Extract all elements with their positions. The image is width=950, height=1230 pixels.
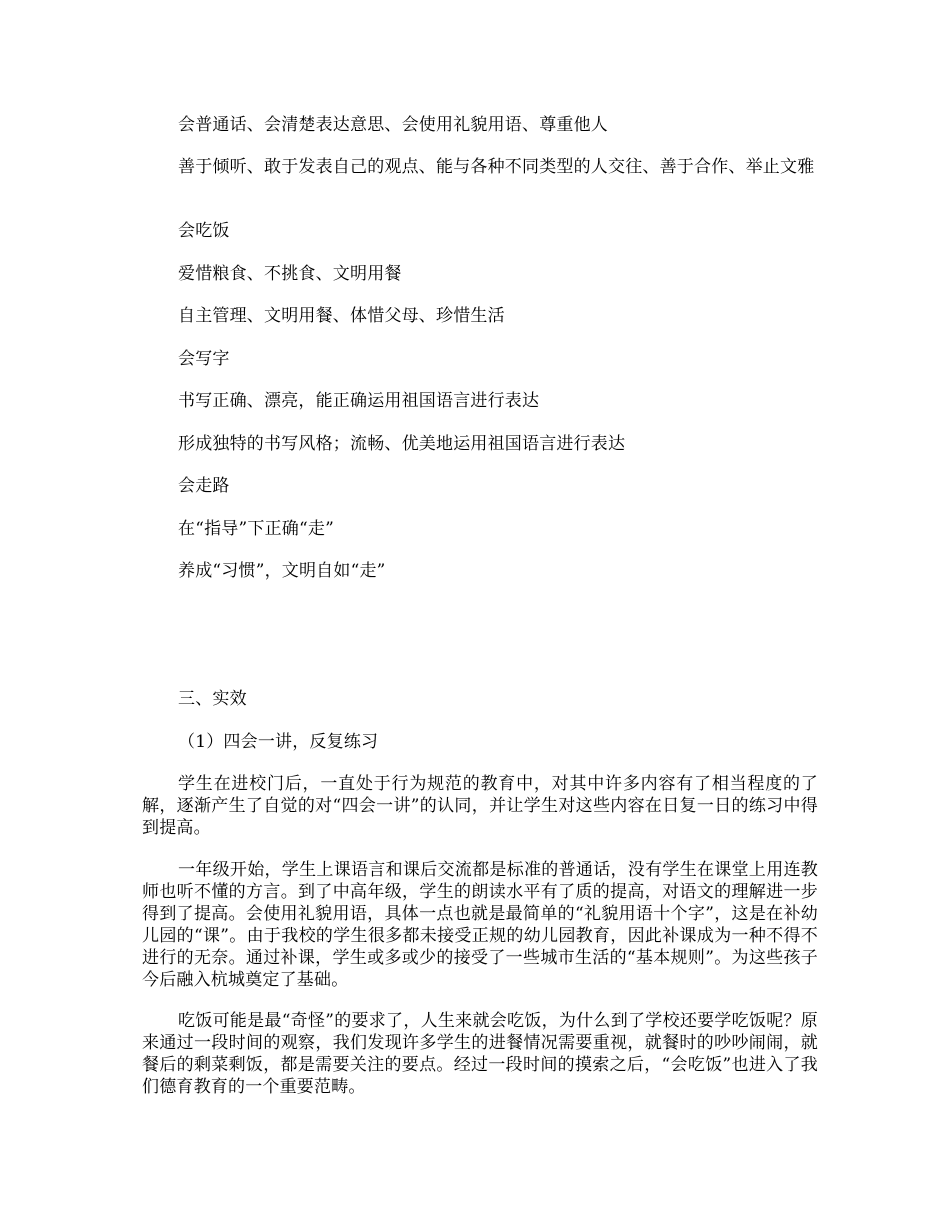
paragraph-walking-advanced: 养成“习惯”，文明自如“走” — [178, 561, 386, 581]
paragraph-mandarin-etiquette: 一年级开始，学生上课语言和课后交流都是标准的普通话，没有学生在课堂上用连教师也听不懂的方言。到了中高年级，学生的朗读水平有了质的提高，对语文的理解进一步得到了提高。会使用礼貌用语，具体一点也就是最简单的“礼貌用语十个字”，这是在补幼儿园的“课”。由于我校的学生很多都未接受正规的幼儿园教育，因此补课成为一种不得不进行的无奈。通过补课，学生或多或少的接受了一些城市生活的“基本规则”。为这些孩子今后融入杭城奠定了基础。 — [142, 860, 818, 990]
paragraph-eating-advanced: 自主管理、文明用餐、体惜父母、珍惜生活 — [178, 306, 505, 326]
heading-walking: 会走路 — [178, 476, 230, 496]
paragraph-walking-basic: 在“指导”下正确“走” — [178, 519, 334, 539]
paragraph-communication-goals: 善于倾听、敢于发表自己的观点、能与各种不同类型的人交往、善于合作、举止文雅 — [178, 157, 815, 177]
subheading-four-skills: （1）四会一讲，反复练习 — [178, 732, 379, 752]
paragraph-learning-to-eat: 吃饭可能是最“奇怪”的要求了，人生来就会吃饭，为什么到了学校还要学吃饭呢？原来通过一段时间的观察，我们发现许多学生的进餐情况需要重视，就餐时的吵吵闹闹，就餐后的剩菜剩饭，都是需要关注的要点。经过一段时间的摸索之后，“会吃饭”也进入了我们德育教育的一个重要范畴。 — [142, 1011, 818, 1097]
paragraph-behavior-education: 学生在进校门后，一直处于行为规范的教育中，对其中许多内容有了相当程度的了解，逐渐产生了自觉的对“四会一讲”的认同，并让学生对这些内容在日复一日的练习中得到提高。 — [142, 774, 818, 838]
heading-writing: 会写字 — [178, 349, 230, 369]
paragraph-writing-basic: 书写正确、漂亮，能正确运用祖国语言进行表达 — [178, 391, 540, 411]
paragraph-speaking-goals: 会普通话、会清楚表达意思、会使用礼貌用语、尊重他人 — [178, 115, 608, 135]
paragraph-writing-advanced: 形成独特的书写风格；流畅、优美地运用祖国语言进行表达 — [178, 434, 626, 454]
heading-eating: 会吃饭 — [178, 221, 230, 241]
section-heading-results: 三、实效 — [178, 689, 247, 709]
paragraph-eating-basic: 爱惜粮食、不挑食、文明用餐 — [178, 264, 402, 284]
